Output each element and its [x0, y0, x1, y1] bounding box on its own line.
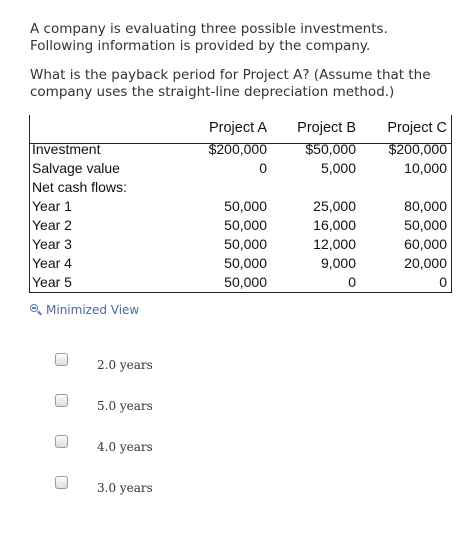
- answer-checkbox[interactable]: [55, 394, 68, 407]
- answer-checkbox[interactable]: [55, 435, 68, 448]
- row-label: Net cash flows:: [32, 179, 127, 195]
- cell-c: 50,000: [404, 217, 447, 233]
- cell-c: $200,000: [388, 141, 447, 157]
- row-label: Year 4: [32, 255, 72, 271]
- cell-c: 0: [439, 274, 447, 290]
- cell-b: 9,000: [320, 255, 356, 271]
- minimized-view-label: Minimized View: [46, 303, 140, 317]
- cell-a: $200,000: [208, 141, 267, 157]
- answer-label: 4.0 years: [97, 440, 153, 454]
- row-label: Year 1: [32, 198, 72, 214]
- minimized-view-link[interactable]: [30, 303, 139, 317]
- cell-b: $50,000: [305, 141, 356, 157]
- header-project-a: Project A: [208, 120, 267, 136]
- cell-a: 50,000: [224, 198, 267, 214]
- cell-c: 10,000: [404, 160, 447, 176]
- table-row-investment: [29, 140, 452, 159]
- cell-b: 16,000: [313, 217, 356, 233]
- row-label: Salvage value: [32, 160, 120, 176]
- investment-table: [29, 115, 452, 293]
- cell-b: 0: [348, 274, 356, 290]
- row-label: Year 3: [32, 236, 72, 252]
- cell-a: 50,000: [224, 236, 267, 252]
- answer-label: 3.0 years: [97, 481, 153, 495]
- cell-c: 60,000: [404, 236, 447, 252]
- cell-c: 20,000: [404, 255, 447, 271]
- cell-b: 25,000: [313, 198, 356, 214]
- cell-a: 50,000: [224, 217, 267, 233]
- table-row-year-5: [29, 273, 452, 292]
- table-row-year-1: [29, 197, 452, 216]
- question-prompt: What is the payback period for Project A? (Assume that the company uses the straight-line depreciation method.): [30, 67, 431, 100]
- table-row-year-2: [29, 216, 452, 235]
- answer-checkbox[interactable]: [55, 353, 68, 366]
- table-row-year-3: [29, 235, 452, 254]
- table-row-salvage: [29, 159, 452, 178]
- grid-line: [29, 143, 30, 293]
- cell-c: 80,000: [404, 198, 447, 214]
- row-label: Investment: [32, 141, 101, 157]
- table-row-net-cash-flows: [29, 178, 452, 197]
- table-row-year-4: [29, 254, 452, 273]
- cell-a: 0: [259, 160, 267, 176]
- row-label: Year 2: [32, 217, 72, 233]
- question-intro: A company is evaluating three possible investments. Following information is provided by the company.: [30, 21, 388, 54]
- cell-b: 5,000: [320, 160, 356, 176]
- answer-label: 5.0 years: [97, 399, 153, 413]
- cell-a: 50,000: [224, 274, 267, 290]
- zoom-out-icon: [30, 304, 42, 316]
- row-label: Year 5: [32, 274, 72, 290]
- cell-a: 50,000: [224, 255, 267, 271]
- answer-label: 2.0 years: [97, 358, 153, 372]
- header-project-c: Project C: [387, 120, 447, 136]
- cell-b: 12,000: [313, 236, 356, 252]
- answer-checkbox[interactable]: [55, 476, 68, 489]
- header-project-b: Project B: [297, 120, 356, 136]
